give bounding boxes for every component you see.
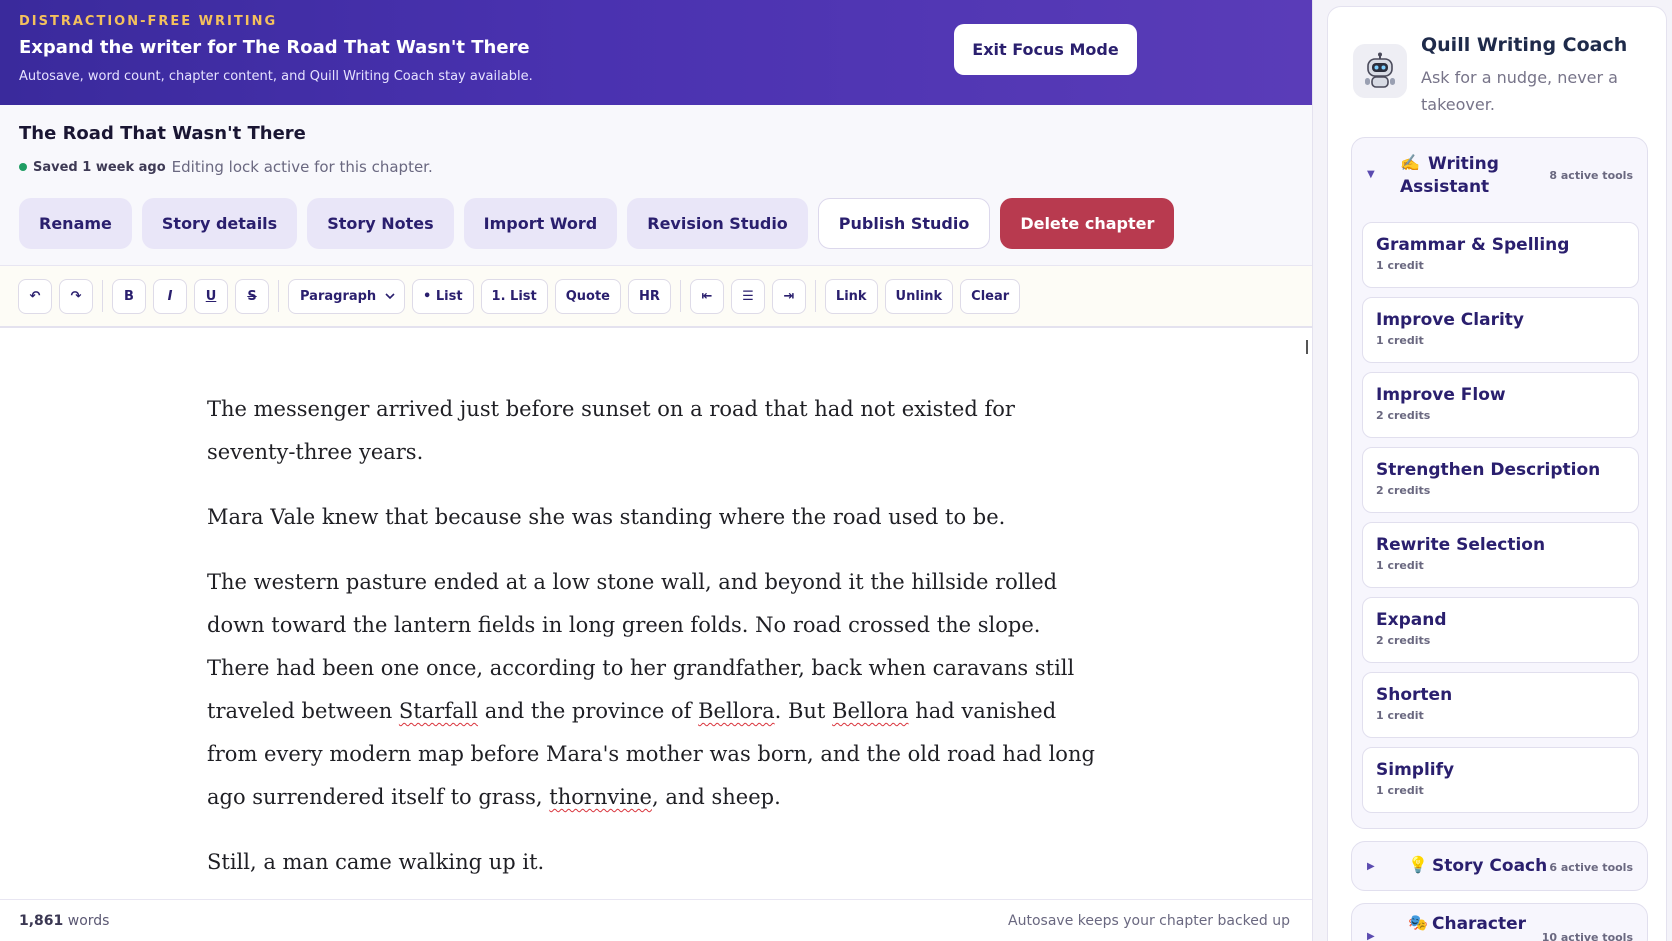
coach-name: Quill Writing Coach: [1421, 34, 1628, 56]
revision-studio-button[interactable]: Revision Studio: [627, 198, 808, 249]
paragraph-text: The western pasture ended at a low stone wall, and beyond it the hillside rolled down toward the lantern fields in long green folds. No road crossed the slope. There had been one once, according to her grandfather, back when caravans still traveled between: [207, 570, 1075, 723]
unlink-button[interactable]: Unlink: [885, 279, 954, 314]
character-header[interactable]: [1352, 904, 1647, 941]
story-coach-header[interactable]: [1352, 842, 1647, 892]
tool-grammar-spelling[interactable]: [1362, 222, 1639, 288]
bullet-list-button[interactable]: • List: [412, 279, 474, 314]
robot-avatar-icon: [1353, 44, 1407, 98]
autosave-note: Autosave keeps your chapter backed up: [1008, 913, 1290, 929]
caret-right-icon: ▶: [1367, 931, 1375, 941]
word-count-value: 1,861: [19, 913, 64, 929]
toolbar-divider: [815, 280, 816, 312]
italic-button[interactable]: I: [153, 279, 187, 314]
undo-button[interactable]: ↶: [18, 279, 52, 314]
bold-button[interactable]: B: [112, 279, 146, 314]
tool-credits: 1 credit: [1376, 784, 1424, 797]
tool-name: Grammar & Spelling: [1376, 235, 1570, 255]
focus-mode-banner: [0, 0, 1312, 105]
tool-list: [1362, 222, 1639, 822]
word-count-label: words: [63, 913, 110, 929]
active-tools-count: 10 active tools: [1541, 931, 1633, 941]
chapter-text[interactable]: [207, 388, 1107, 899]
editor-footer: [0, 899, 1312, 941]
paragraph-text: had vanished from every modern map before Mara's mother was born, and the old road had long ago surrendered itself to grass,: [207, 699, 1095, 809]
saved-status-text: Saved 1 week ago: [33, 159, 166, 175]
paragraph-text: , and sheep.: [651, 785, 781, 809]
tool-name: Improve Flow: [1376, 385, 1506, 405]
tool-improve-flow[interactable]: [1362, 372, 1639, 438]
redo-button[interactable]: ↷: [59, 279, 93, 314]
paragraph: [207, 388, 1107, 474]
saved-status-dot: [19, 163, 27, 171]
theater-masks-icon: 🎭: [1408, 913, 1428, 932]
paragraph-text: . But: [774, 699, 833, 723]
focus-subtitle: Autosave, word count, chapter content, and Quill Writing Coach stay available.: [19, 69, 533, 84]
paragraph: [207, 496, 1107, 539]
horizontal-rule-button[interactable]: HR: [628, 279, 671, 314]
tool-credits: 1 credit: [1376, 709, 1424, 722]
chevron-down-icon: [384, 290, 396, 302]
active-tools-count: 8 active tools: [1549, 169, 1633, 182]
rename-button[interactable]: Rename: [19, 198, 132, 249]
tool-credits: 2 credits: [1376, 409, 1431, 422]
tool-name: Shorten: [1376, 685, 1453, 705]
tool-credits: 1 credit: [1376, 559, 1424, 572]
toolbar-divider: [680, 280, 681, 312]
save-status: [19, 158, 433, 176]
chapter-header: [0, 105, 1312, 266]
chapter-actions: [19, 198, 1174, 249]
group-title: Writing Assistant: [1400, 154, 1499, 197]
tool-credits: 2 credits: [1376, 484, 1431, 497]
block-format-value: Paragraph: [300, 288, 377, 304]
paragraph: [207, 561, 1107, 819]
writing-coach-sidebar: [1313, 0, 1672, 941]
clear-format-button[interactable]: Clear: [960, 279, 1020, 314]
formatting-toolbar: [0, 266, 1312, 328]
word-count: [19, 913, 109, 929]
spelling-flag[interactable]: Bellora: [698, 699, 775, 723]
tool-credits: 2 credits: [1376, 634, 1431, 647]
tool-name: Strengthen Description: [1376, 460, 1601, 480]
editing-lock-text: Editing lock active for this chapter.: [171, 158, 433, 176]
exit-focus-mode-button[interactable]: Exit Focus Mode: [954, 24, 1137, 75]
underline-button[interactable]: U: [194, 279, 228, 314]
group-title: Character: [1432, 914, 1527, 934]
chapter-editor[interactable]: [0, 328, 1312, 899]
paragraph-text: Still, a man came walking up it.: [207, 850, 545, 874]
tool-credits: 1 credit: [1376, 259, 1424, 272]
delete-chapter-button[interactable]: Delete chapter: [1000, 198, 1174, 249]
toolbar-divider: [278, 280, 279, 312]
align-right-button[interactable]: ⇥: [772, 279, 806, 314]
focus-title: Expand the writer for The Road That Wasn't There: [19, 37, 530, 58]
import-word-button[interactable]: Import Word: [464, 198, 618, 249]
align-left-button[interactable]: ⇤: [690, 279, 724, 314]
focus-eyebrow: DISTRACTION-FREE WRITING: [19, 14, 278, 29]
publish-studio-button[interactable]: Publish Studio: [818, 198, 991, 249]
tool-name: Rewrite Selection: [1376, 535, 1546, 555]
caret-right-icon: ▶: [1367, 861, 1375, 872]
caret-down-icon: ▼: [1367, 169, 1375, 180]
story-notes-button[interactable]: Story Notes: [307, 198, 453, 249]
story-coach-group[interactable]: [1351, 841, 1648, 891]
lightbulb-icon: 💡: [1408, 855, 1428, 874]
tool-shorten[interactable]: [1362, 672, 1639, 738]
align-center-button[interactable]: ☰: [731, 279, 765, 314]
tool-rewrite-selection[interactable]: [1362, 522, 1639, 588]
group-title: Story Coach: [1432, 856, 1548, 876]
paragraph-text: Mara Vale knew that because she was standing where the road used to be.: [207, 505, 1006, 529]
paragraph: [207, 841, 1107, 884]
paragraph-text: The messenger arrived just before sunset on a road that had not existed for seventy-three years.: [207, 397, 1015, 464]
tool-simplify[interactable]: [1362, 747, 1639, 813]
strikethrough-button[interactable]: S: [235, 279, 269, 314]
tool-improve-clarity[interactable]: [1362, 297, 1639, 363]
tool-strengthen-description[interactable]: [1362, 447, 1639, 513]
link-button[interactable]: Link: [825, 279, 878, 314]
writing-assistant-header[interactable]: [1352, 138, 1647, 218]
numbered-list-button[interactable]: 1. List: [481, 279, 548, 314]
story-details-button[interactable]: Story details: [142, 198, 297, 249]
tool-name: Improve Clarity: [1376, 310, 1524, 330]
paragraph-text: and the province of: [478, 699, 699, 723]
chapter-title: The Road That Wasn't There: [19, 123, 306, 144]
active-tools-count: 6 active tools: [1549, 861, 1633, 874]
toolbar-divider: [102, 280, 103, 312]
tool-credits: 1 credit: [1376, 334, 1424, 347]
tool-expand[interactable]: [1362, 597, 1639, 663]
character-group[interactable]: [1351, 903, 1648, 941]
writing-hand-icon: ✍️: [1400, 153, 1420, 172]
quote-button[interactable]: Quote: [555, 279, 621, 314]
tool-name: Expand: [1376, 610, 1447, 630]
tool-name: Simplify: [1376, 760, 1455, 780]
spelling-flag[interactable]: Starfall: [398, 699, 479, 723]
writing-assistant-group: [1351, 137, 1648, 829]
spelling-flag[interactable]: Bellora: [832, 699, 909, 723]
text-cursor: [1306, 340, 1308, 354]
block-format-select[interactable]: [288, 279, 405, 314]
spelling-flag[interactable]: thornvine: [549, 785, 652, 809]
coach-tagline: Ask for a nudge, never a takeover.: [1421, 68, 1618, 114]
